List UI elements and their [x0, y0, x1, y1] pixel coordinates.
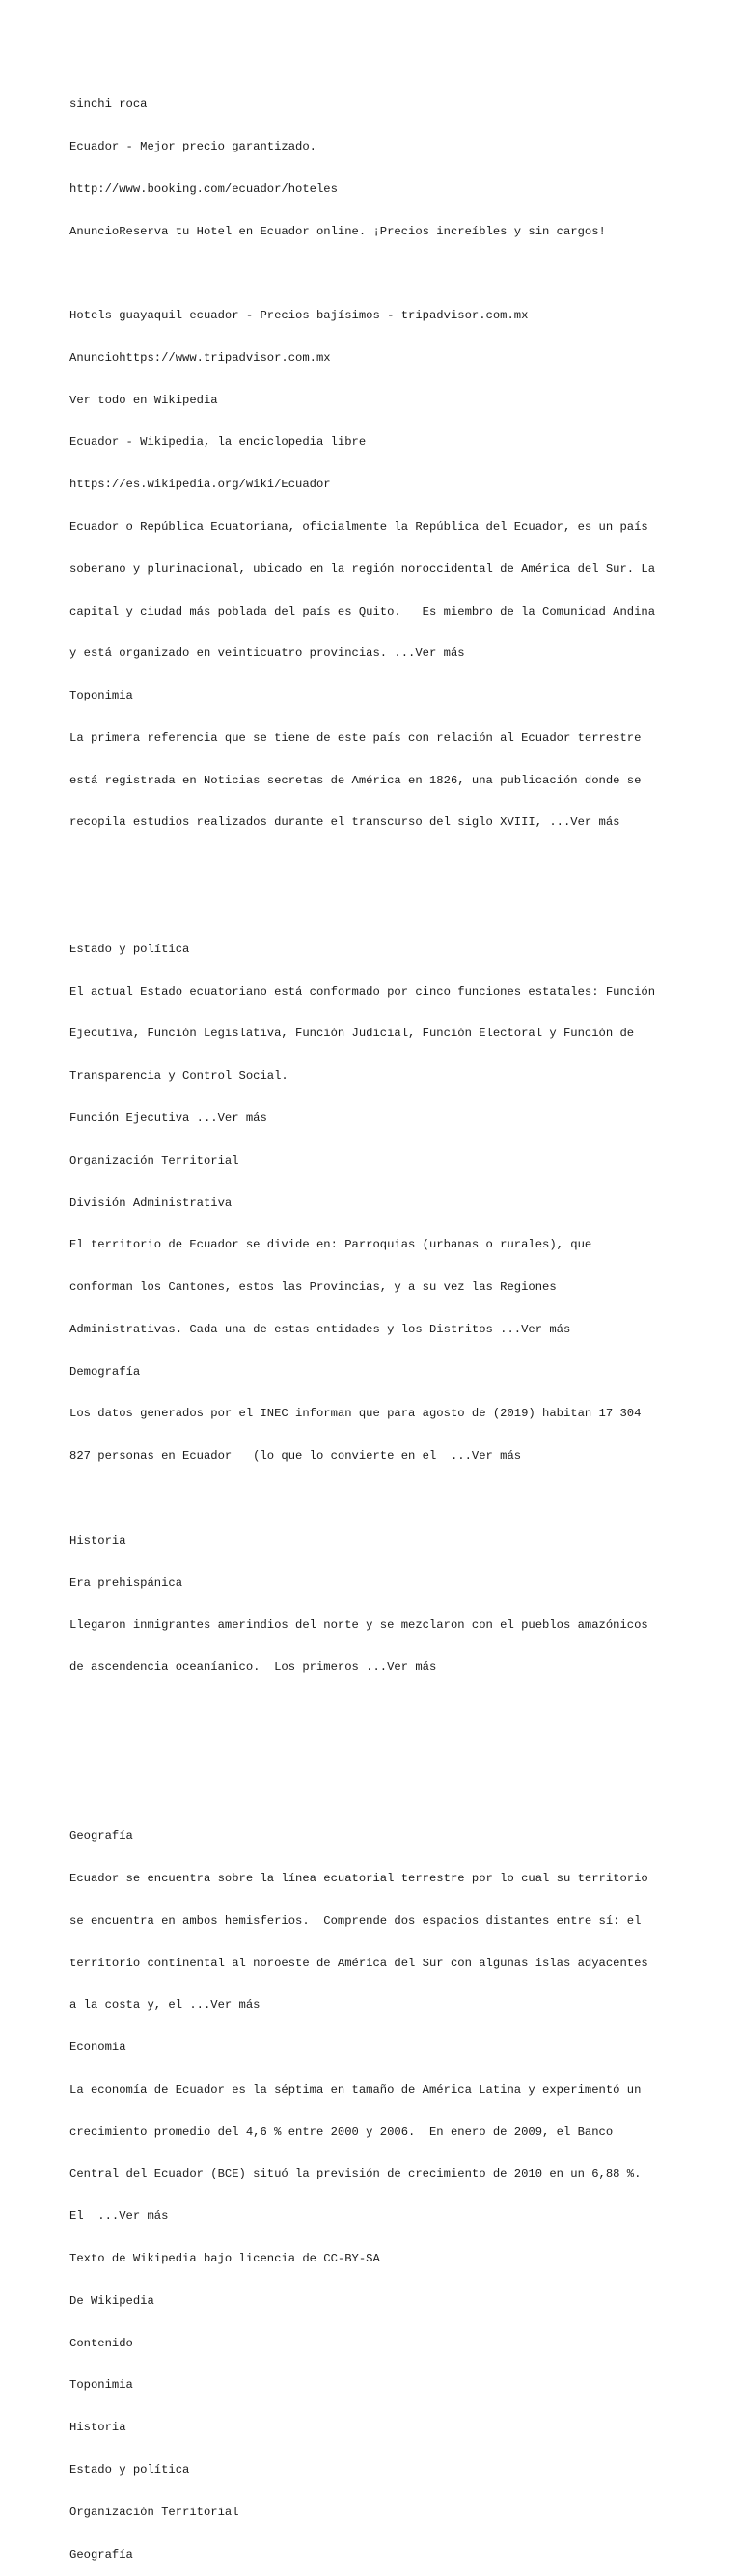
text-line: crecimiento promedio del 4,6 % entre 2000 y 2006. En enero de 2009, el Banco — [69, 2124, 614, 2139]
text-line: Ecuador - Wikipedia, la enciclopedia libre — [69, 435, 367, 450]
text-line: está registrada en Noticias secretas de América en 1826, una publicación donde se — [69, 773, 642, 787]
blank-line — [69, 1492, 687, 1506]
blank-line — [69, 858, 687, 872]
text-line: División Administrativa — [69, 1195, 233, 1210]
text-line: Los datos generados por el INEC informan que para agosto de (2019) habitan 17 304 — [69, 1407, 642, 1421]
text-line: Geografía — [69, 1829, 133, 1844]
text-line: Estado y política — [69, 2462, 190, 2477]
text-line: 827 personas en Ecuador (lo que lo convierte en el ...Ver más — [69, 1449, 522, 1464]
document-page — [69, 69, 687, 2576]
text-line: De Wikipedia — [69, 2293, 154, 2308]
blank-line — [69, 1745, 687, 1760]
text-line: El ...Ver más — [69, 2209, 169, 2224]
text-line: soberano y plurinacional, ubicado en la región noroccidental de América del Sur. La — [69, 562, 656, 576]
text-line: Organización Territorial — [69, 1153, 239, 1167]
text-line: Central del Ecuador (BCE) situó la previsión de crecimiento de 2010 en un 6,88 %. — [69, 2167, 642, 2181]
text-line: capital y ciudad más poblada del país es Quito. Es miembro de la Comunidad Andina — [69, 604, 656, 618]
text-line: Ecuador se encuentra sobre la línea ecuatorial terrestre por lo cual su territorio — [69, 1872, 648, 1885]
text-line: Función Ejecutiva ...Ver más — [69, 1110, 267, 1125]
blank-line — [69, 1787, 687, 1801]
blank-line — [69, 900, 687, 915]
text-line: Demografía — [69, 1364, 141, 1379]
text-line: Ver todo en Wikipedia — [69, 393, 218, 407]
text-line: El territorio de Ecuador se divide en: Parroquias (urbanas o rurales), que — [69, 1238, 592, 1252]
text-line: territorio continental al noroeste de América del Sur con algunas islas adyacentes — [69, 1956, 648, 1970]
text-line: y está organizado en veinticuatro provincias. ...Ver más — [69, 646, 465, 661]
text-line: Historia — [69, 2421, 126, 2435]
text-line: Ejecutiva, Función Legislativa, Función Judicial, Función Electoral y Función de — [69, 1027, 635, 1041]
text-line: https://es.wikipedia.org/wiki/Ecuador — [69, 478, 331, 492]
text-line: La economía de Ecuador es la séptima en tamaño de América Latina y experimentó un — [69, 2082, 642, 2096]
text-line: Ecuador o República Ecuatoriana, oficialmente la República del Ecuador, es un país — [69, 520, 648, 534]
text-line: Economía — [69, 2041, 126, 2055]
text-line: Era prehispánica — [69, 1576, 183, 1590]
text-line: Texto de Wikipedia bajo licencia de CC-BY-SA — [69, 2252, 380, 2266]
text-line: Contenido — [69, 2336, 133, 2350]
text-line: Transparencia y Control Social. — [69, 1069, 288, 1083]
text-line: El actual Estado ecuatoriano está conformado por cinco funciones estatales: Función — [69, 984, 656, 999]
text-line: Anunciohttps://www.tripadvisor.com.mx — [69, 350, 331, 365]
text-line: recopila estudios realizados durante el transcurso del siglo XVIII, ...Ver más — [69, 815, 620, 830]
text-line: Estado y política — [69, 942, 190, 956]
text-line: conforman los Cantones, estos las Provincias, y a su vez las Regiones — [69, 1280, 557, 1295]
text-line: AnuncioReserva tu Hotel en Ecuador online. ¡Precios increíbles y sin cargos! — [69, 224, 606, 238]
text-line: La primera referencia que se tiene de este país con relación al Ecuador terrestre — [69, 730, 642, 745]
text-line: de ascendencia oceaníanico. Los primeros ...Ver más — [69, 1660, 437, 1675]
text-line: Administrativas. Cada una de estas entidades y los Distritos ...Ver más — [69, 1322, 571, 1336]
text-line: Toponimia — [69, 689, 133, 703]
text-line: Geografía — [69, 2547, 133, 2562]
text-line: Ecuador - Mejor precio garantizado. — [69, 139, 316, 153]
blank-line — [69, 266, 687, 281]
text-line: a la costa y, el ...Ver más — [69, 1998, 261, 2013]
text-line: Organización Territorial — [69, 2505, 239, 2519]
text-line: se encuentra en ambos hemisferios. Comprende dos espacios distantes entre sí: el — [69, 1913, 642, 1928]
text-line: Llegaron inmigrantes amerindios del norte y se mezclaron con el pueblos amazónicos — [69, 1618, 648, 1632]
text-line: sinchi roca — [69, 97, 148, 112]
text-line: Toponimia — [69, 2378, 133, 2393]
text-line: Historia — [69, 1533, 126, 1548]
text-line: Hotels guayaquil ecuador - Precios bajísimos - tripadvisor.com.mx — [69, 309, 529, 323]
text-line: http://www.booking.com/ecuador/hoteles — [69, 181, 338, 196]
blank-line — [69, 1703, 687, 1717]
